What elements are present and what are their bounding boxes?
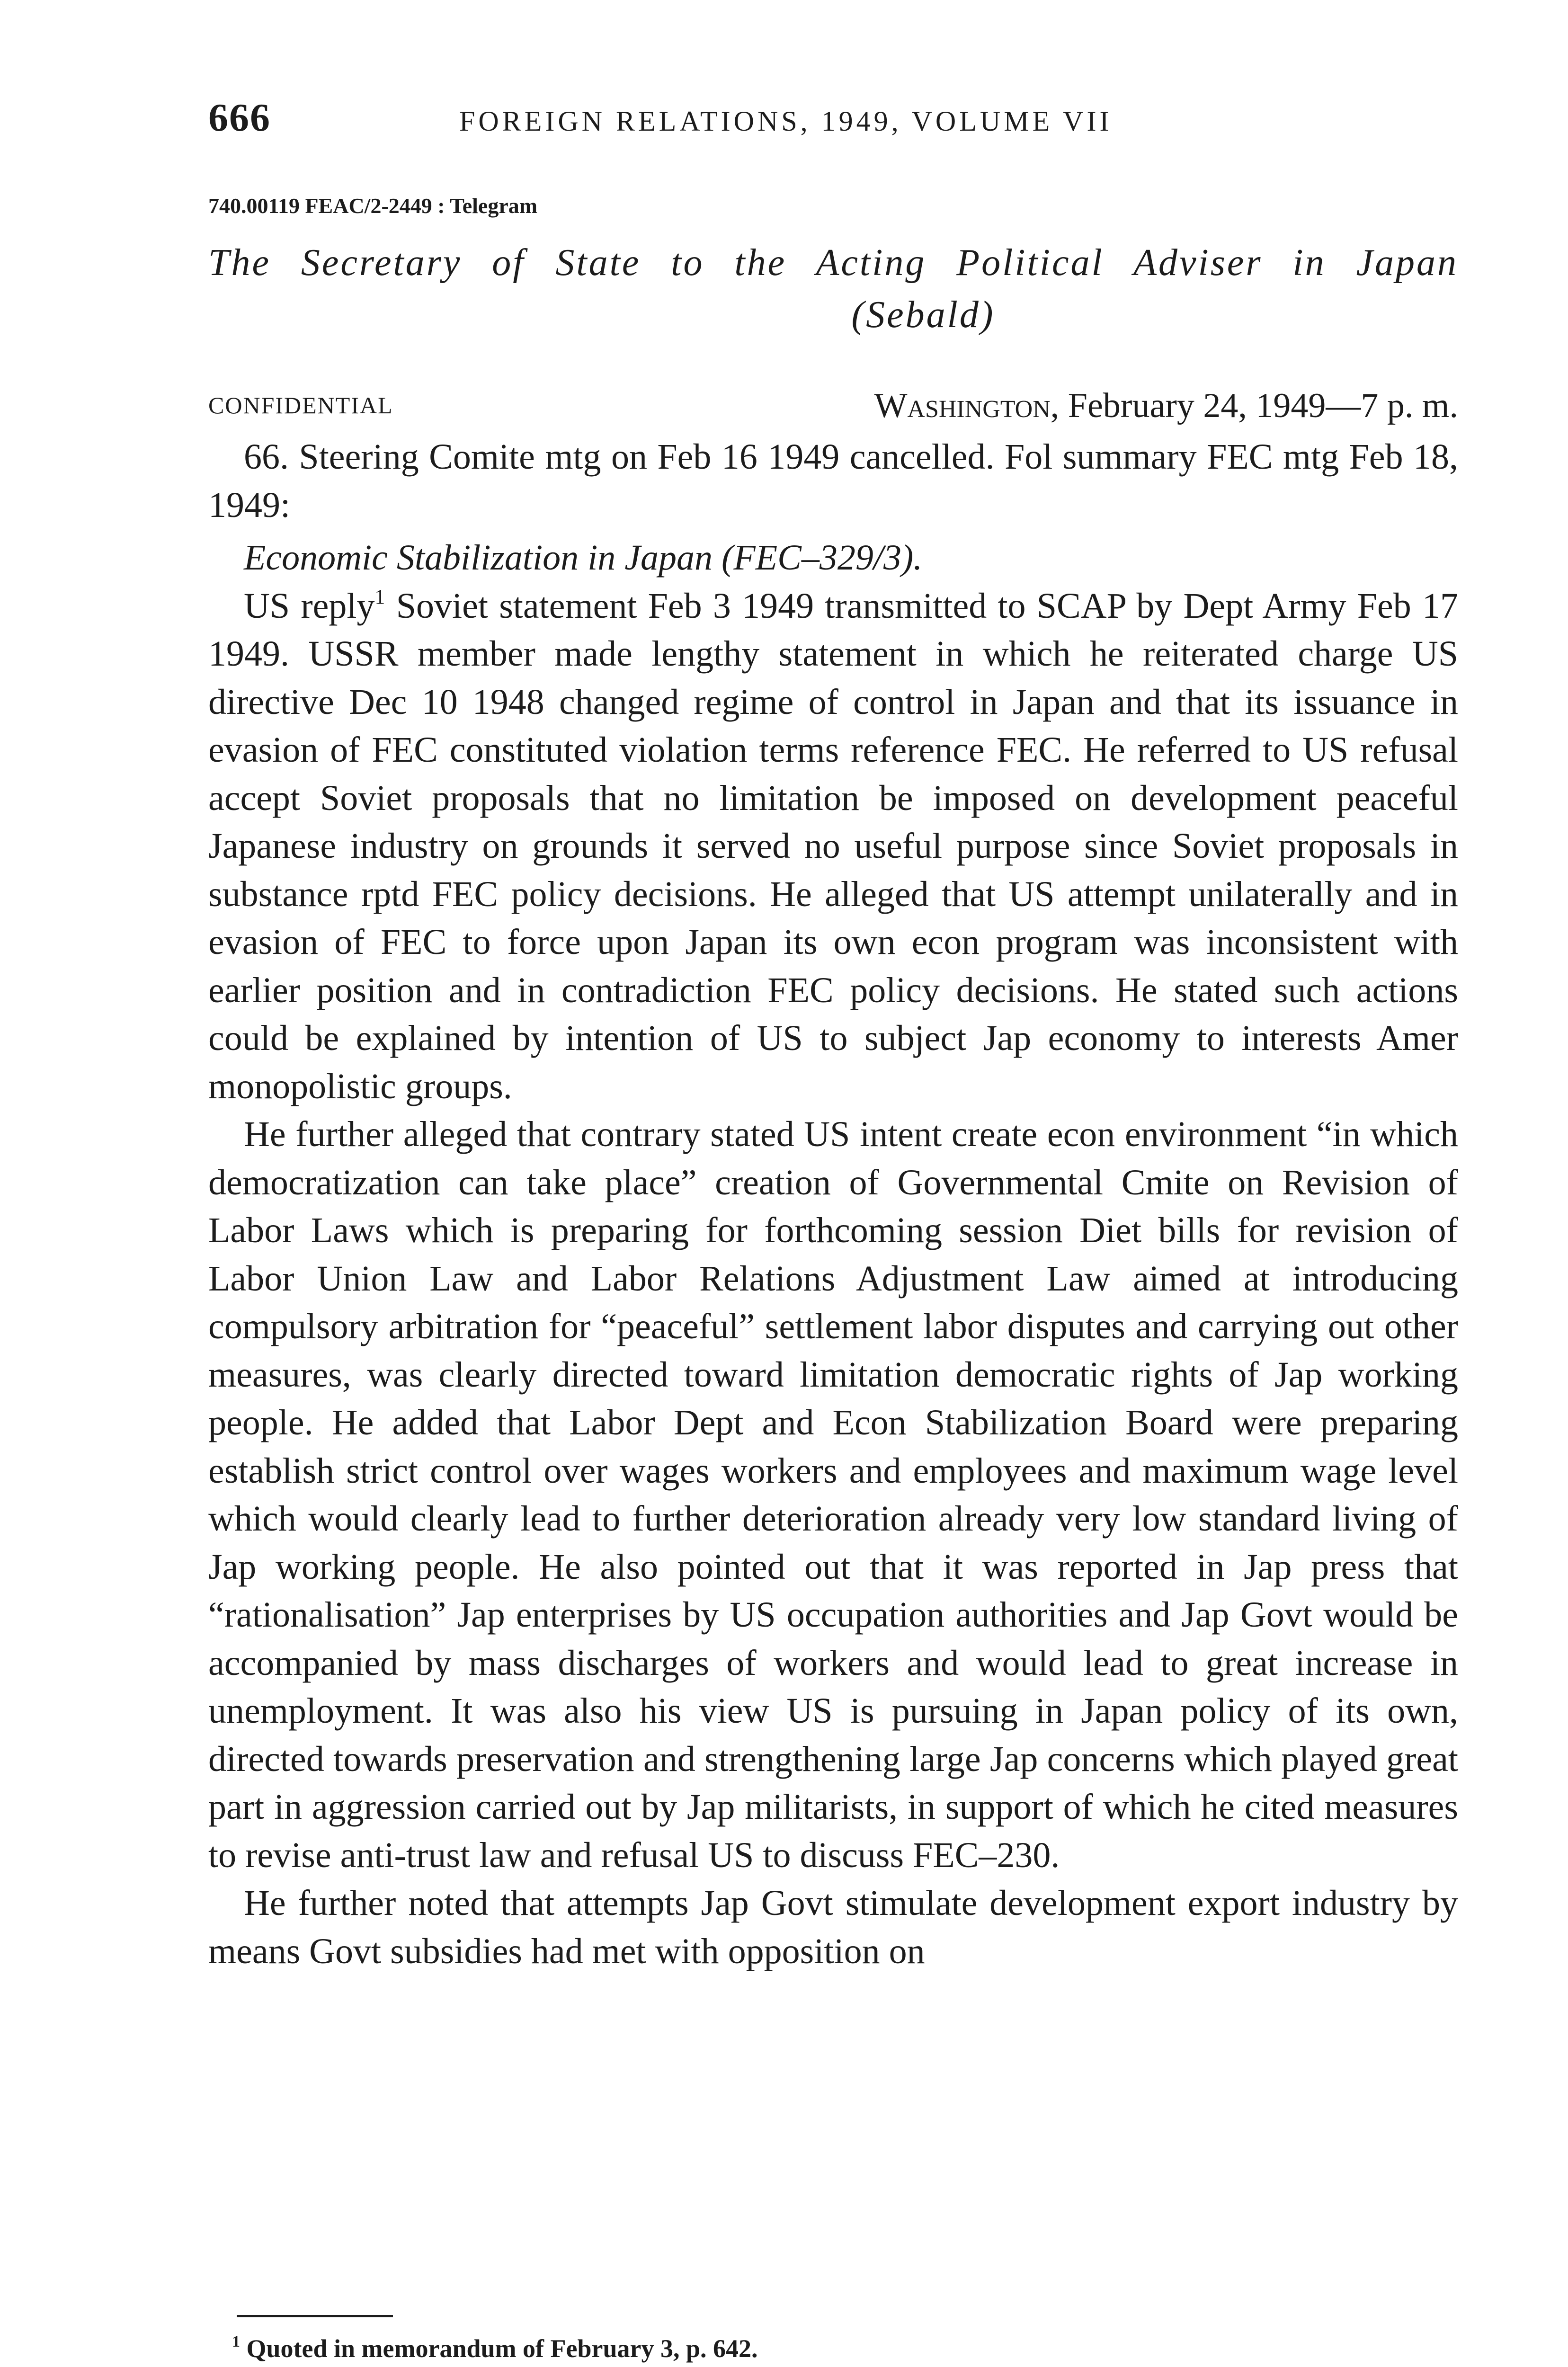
place-name: Washington [874, 386, 1051, 425]
paragraph-further-noted: He further noted that attempts Jap Govt stimulate development export industry by means Govt subsidies had met with opposition on [208, 1883, 1458, 1971]
document-title-line2: (Sebald) [851, 294, 995, 336]
footnote-text: Quoted in memorandum of February 3, p. 642. [240, 2334, 758, 2363]
paragraph-us-reply-rest: Soviet statement Feb 3 1949 transmitted to SCAP by Dept Army Feb 17 1949. USSR member made lengthy statement in which he reiterated charge US directive Dec 10 1948 changed regime of control in Japan and that its issuance in evasion of FEC constituted violation terms reference FEC. He referred to US refusal accept Soviet proposals that no limitation be imposed on development peaceful Japanese industry on grounds it served no useful purpose since Soviet proposals in substance rptd FEC policy decisions. He alleged that US attempt unilaterally and in evasion of FEC to force upon Japan its own econ program was inconsistent with earlier position and in contradiction FEC policy decisions. He stated such actions could be explained by intention of US to subject Jap economy to interests Amer monopolistic groups. [208, 586, 1458, 1106]
running-title: FOREIGN RELATIONS, 1949, VOLUME VII [459, 106, 1113, 137]
paragraph-us-reply [208, 582, 1458, 1111]
paragraph-opening: 66. Steering Comite mtg on Feb 16 1949 cancelled. Fol summary FEC mtg Feb 18, 1949: [208, 437, 1458, 525]
paragraph-further-alleged: He further alleged that contrary stated US intent create econ environment “in which democratization can take place” creation of Governmental Cmite on Revision of Labor Laws which is preparing for forthcoming session Diet bills for revision of Labor Union Law and Labor Relations Adjustment Law aimed at introducing compulsory arbitration for “peaceful” settlement labor disputes and carrying out other measures, was clearly directed toward limitation democratic rights of Jap working people. He added that Labor Dept and Econ Stabilization Board were preparing establish strict control over wages workers and employees and maximum wage level which would clearly lead to further deterioration already very low standard living of Jap working people. He also pointed out that it was reported in Jap press that “rationalisation” Jap enterprises by US occupation authorities and Jap Govt would be accompanied by mass discharges of workers and would lead to great increase in unemployment. It was also his view US is pursuing in Japan policy of its own, directed towards preservation and strengthening large Jap concerns which played great part in aggression carried out by Jap militarists, in support of which he cited measures to revise anti-trust law and refusal US to discuss FEC–230. [208, 1114, 1458, 1875]
footnote-reference: 1 [374, 585, 385, 608]
page-number: 666 [208, 96, 271, 140]
paragraph-us-reply-start: US reply [244, 586, 375, 626]
subject-heading: Economic Stabilization in Japan (FEC–329/3). [244, 538, 923, 578]
date-time: , February 24, 1949—7 p. m. [1050, 386, 1458, 425]
file-reference: 740.00119 FEAC/2-2449 : Telegram [208, 194, 538, 218]
footnote-divider [237, 2315, 393, 2317]
dateline [208, 386, 1458, 433]
footnote-marker: 1 [232, 2333, 240, 2350]
footnote [232, 2334, 758, 2363]
running-header [208, 95, 1458, 151]
document-title-line1: The Secretary of State to the Acting Political Adviser in Japan [208, 242, 1458, 284]
classification-label: CONFIDENTIAL [208, 392, 393, 418]
document-page [208, 0, 1458, 2367]
document-title [208, 237, 1458, 341]
telegram-body [208, 433, 1458, 1975]
place-and-date [874, 386, 1458, 426]
